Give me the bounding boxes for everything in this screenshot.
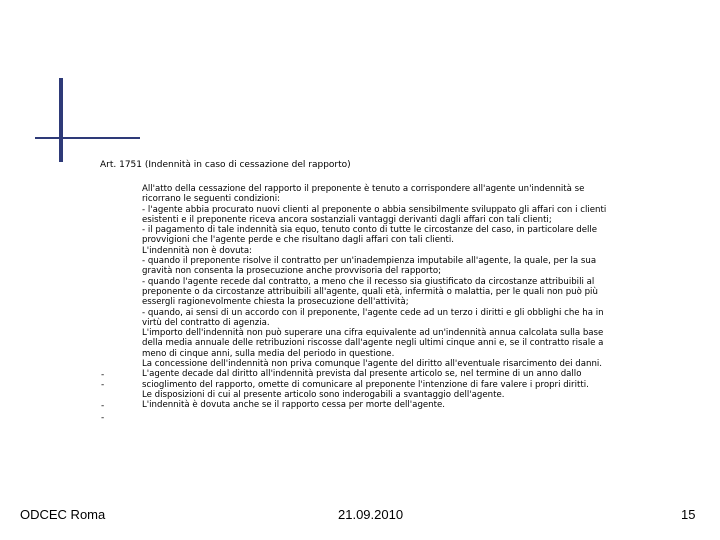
body-line: virtù del contratto di agenzia. [142,317,270,328]
body-line: meno di cinque anni, sulla media del periodo in questione. [142,348,395,359]
body-line: esistenti e il preponente riceva ancora sostanziali vantaggi derivanti dagli affari con tali clienti; [142,214,552,225]
bullet-dash: - [101,370,105,380]
bullet-dash: - [101,413,105,423]
body-line: L'indennità è dovuta anche se il rapporto cessa per morte dell'agente. [142,400,446,411]
bullet-dash: - [101,401,105,411]
article-body [142,184,688,411]
body-line: - quando, ai sensi di un accordo con il preponente, l'agente cede ad un terzo i diritti e gli obblighi che ha in [142,307,604,318]
body-line: La concessione dell'indennità non priva comunque l'agente del diritto all'eventuale risarcimento dei danni. [142,359,603,370]
body-line: L'indennità non è dovuta: [142,245,253,256]
body-line: ricorrano le seguenti condizioni: [142,194,280,205]
bullet-dash: - [101,380,105,390]
body-line: preponente o da circostanze attribuibili all'agente, quali età, infermità o malattia, per le quali non può più [142,286,598,297]
footer-organization: ODCEC Roma [20,507,106,522]
footer-date: 21.09.2010 [338,507,404,522]
body-line: scioglimento del rapporto, omette di comunicare al preponente l'intenzione di fare valere i propri diritti. [142,379,589,390]
body-line: Le disposizioni di cui al presente articolo sono inderogabili a svantaggio dell'agente. [142,389,505,400]
body-line: gravità non consenta la prosecuzione anche provvisoria del rapporto; [142,266,442,277]
page-number: 15 [681,507,696,522]
body-line: della media annuale delle retribuzioni riscosse dall'agente negli ultimi cinque anni e, se il contratto risale a [142,338,604,349]
decorative-horizontal-line [35,137,140,139]
body-line: - l'agente abbia procurato nuovi clienti al preponente o abbia sensibilmente sviluppato gli affari con i clienti [142,204,607,215]
body-line: - quando il preponente risolve il contratto per un'inadempienza imputabile all'agente, la quale, per la sua [142,256,597,267]
body-line: provvigioni che l'agente perde e che risultano dagli affari con tali clienti. [142,235,454,246]
body-line: essergli ragionevolmente chiesta la prosecuzione dell'attività; [142,297,409,308]
body-line: L'agente decade dal diritto all'indennità prevista dal presente articolo se, nel termine di un anno dallo [142,369,582,380]
body-line: - quando l'agente recede dal contratto, a meno che il recesso sia giustificato da circostanze attribuibili al [142,276,595,287]
decorative-vertical-line [59,78,63,162]
slide-title: Art. 1751 (Indennità in caso di cessazione del rapporto) [100,160,351,170]
body-line: L'importo dell'indennità non può superare una cifra equivalente ad un'indennità annua calcolata sulla base [142,328,604,339]
body-line: - il pagamento di tale indennità sia equo, tenuto conto di tutte le circostanze del caso, in particolare delle [142,225,598,236]
body-line: All'atto della cessazione del rapporto il preponente è tenuto a corrispondere all'agente un'indennità se [142,184,585,194]
